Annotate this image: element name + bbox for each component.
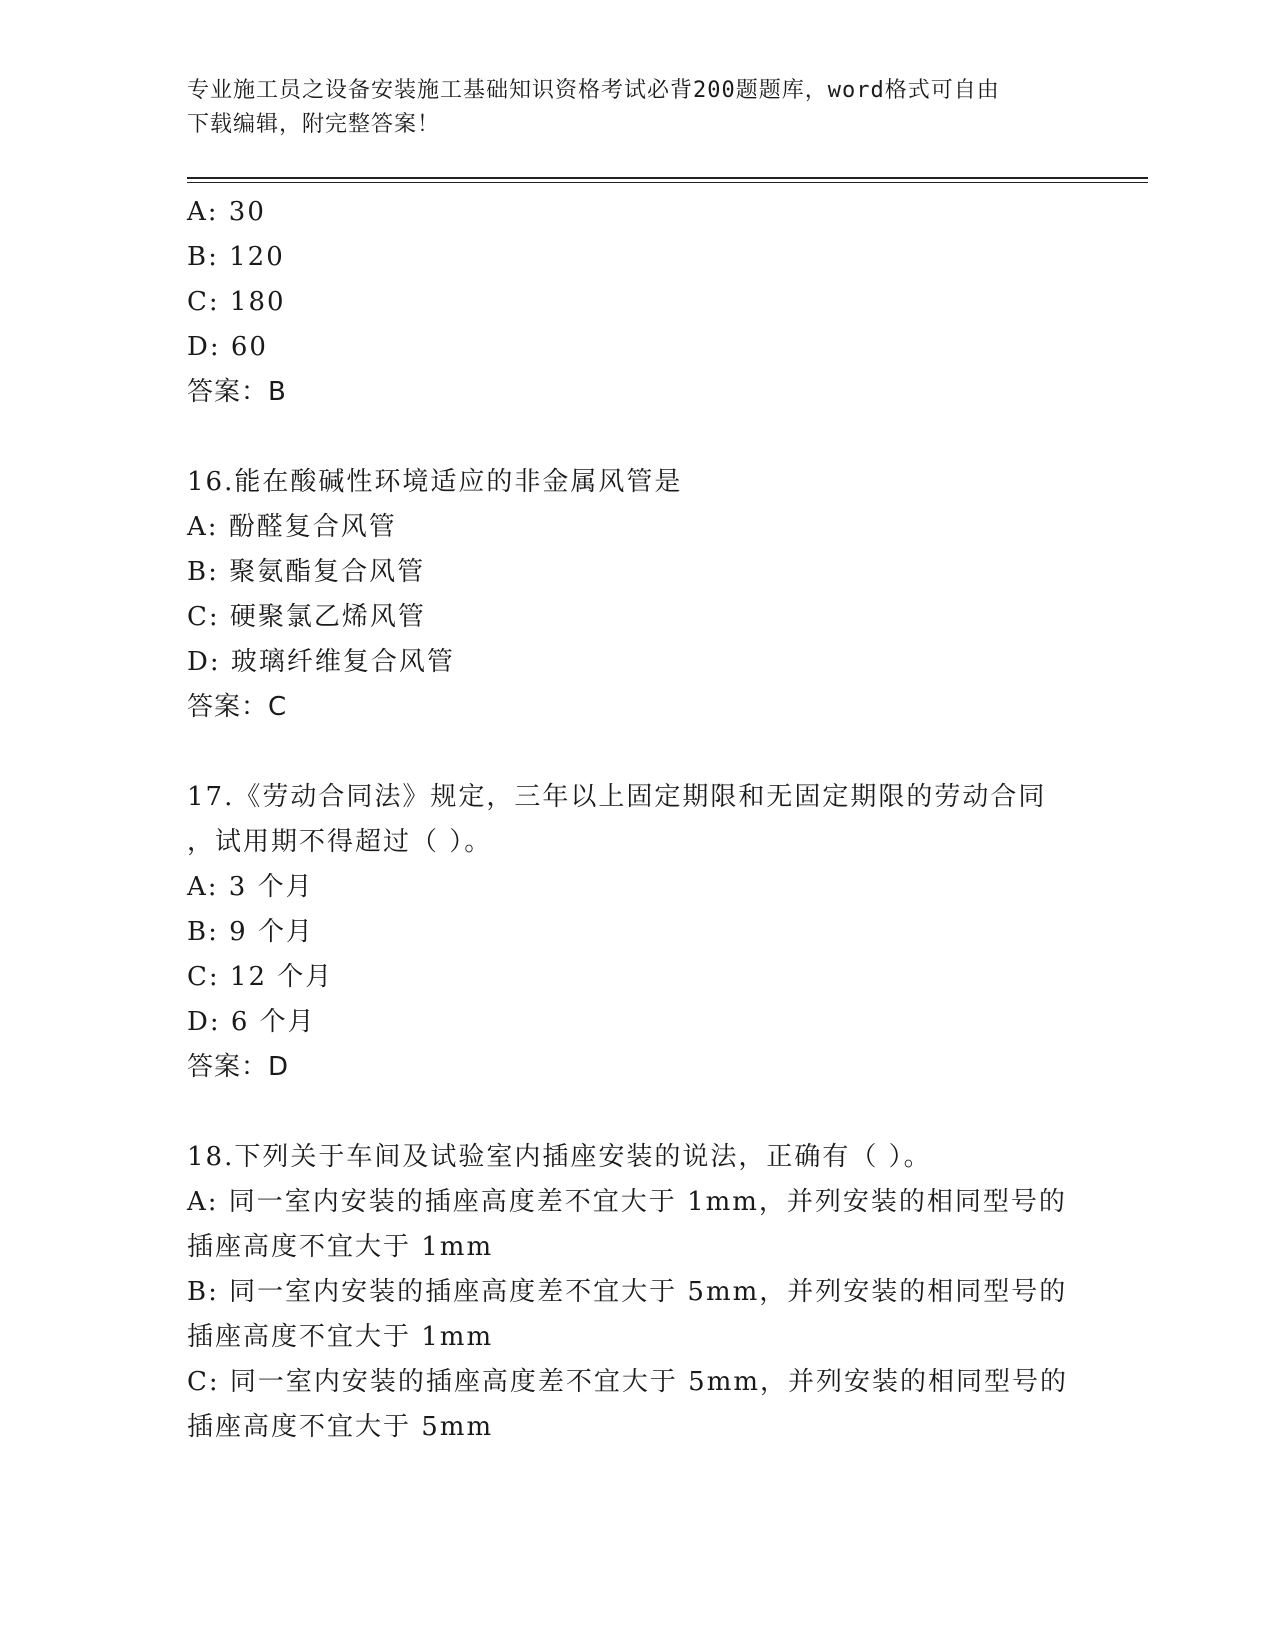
option-d: D: 60 (187, 332, 268, 362)
header-divider-thick (187, 177, 1148, 179)
question-spacer (187, 730, 1087, 775)
header-title-line-1: 专业施工员之设备安装施工基础知识资格考试必背200题题库，word格式可自由 (187, 78, 1000, 103)
option-a: A: 酚醛复合风管 (187, 512, 397, 542)
option-b-line-1: B: 同一室内安装的插座高度差不宜大于 5mm，并列安装的相同型号的 (187, 1277, 1068, 1307)
header-title-line-2: 下载编辑，附完整答案！ (187, 112, 441, 137)
option-d: D: 6 个月 (187, 1007, 316, 1037)
option-a: A: 3 个月 (187, 872, 314, 902)
option-b: B: 120 (187, 242, 285, 272)
question-18 (187, 1135, 1087, 1450)
question-15 (187, 190, 1087, 415)
question-list (187, 190, 1087, 1450)
answer-label: 答案：D (187, 1052, 290, 1082)
option-b: B: 聚氨酯复合风管 (187, 557, 426, 587)
option-b-line-2: 插座高度不宜大于 1mm (187, 1322, 494, 1352)
answer-label: 答案：B (187, 377, 287, 407)
option-c-line-1: C: 同一室内安装的插座高度差不宜大于 5mm，并列安装的相同型号的 (187, 1367, 1069, 1397)
option-c: C: 12 个月 (187, 962, 334, 992)
option-c: C: 硬聚氯乙烯风管 (187, 602, 426, 632)
question-spacer (187, 1090, 1087, 1135)
option-d: D: 玻璃纤维复合风管 (187, 647, 455, 677)
question-text-line-2: ，试用期不得超过（ ）。 (187, 827, 493, 857)
option-c-line-2: 插座高度不宜大于 5mm (187, 1412, 494, 1442)
question-16 (187, 460, 1087, 730)
question-17 (187, 775, 1087, 1090)
question-text: 16.能在酸碱性环境适应的非金属风管是 (187, 467, 683, 497)
question-spacer (187, 415, 1087, 460)
option-b: B: 9 个月 (187, 917, 314, 947)
question-text: 18.下列关于车间及试验室内插座安装的说法，正确有（ ）。 (187, 1142, 932, 1172)
question-text-line-1: 17.《劳动合同法》规定，三年以上固定期限和无固定期限的劳动合同 (187, 782, 1047, 812)
option-c: C: 180 (187, 287, 286, 317)
header-divider-thin (187, 182, 1148, 183)
option-a-line-1: A: 同一室内安装的插座高度差不宜大于 1mm，并列安装的相同型号的 (187, 1187, 1067, 1217)
option-a: A: 30 (187, 197, 266, 227)
document-header (187, 74, 1087, 142)
option-a-line-2: 插座高度不宜大于 1mm (187, 1232, 494, 1262)
answer-label: 答案：C (187, 692, 288, 722)
